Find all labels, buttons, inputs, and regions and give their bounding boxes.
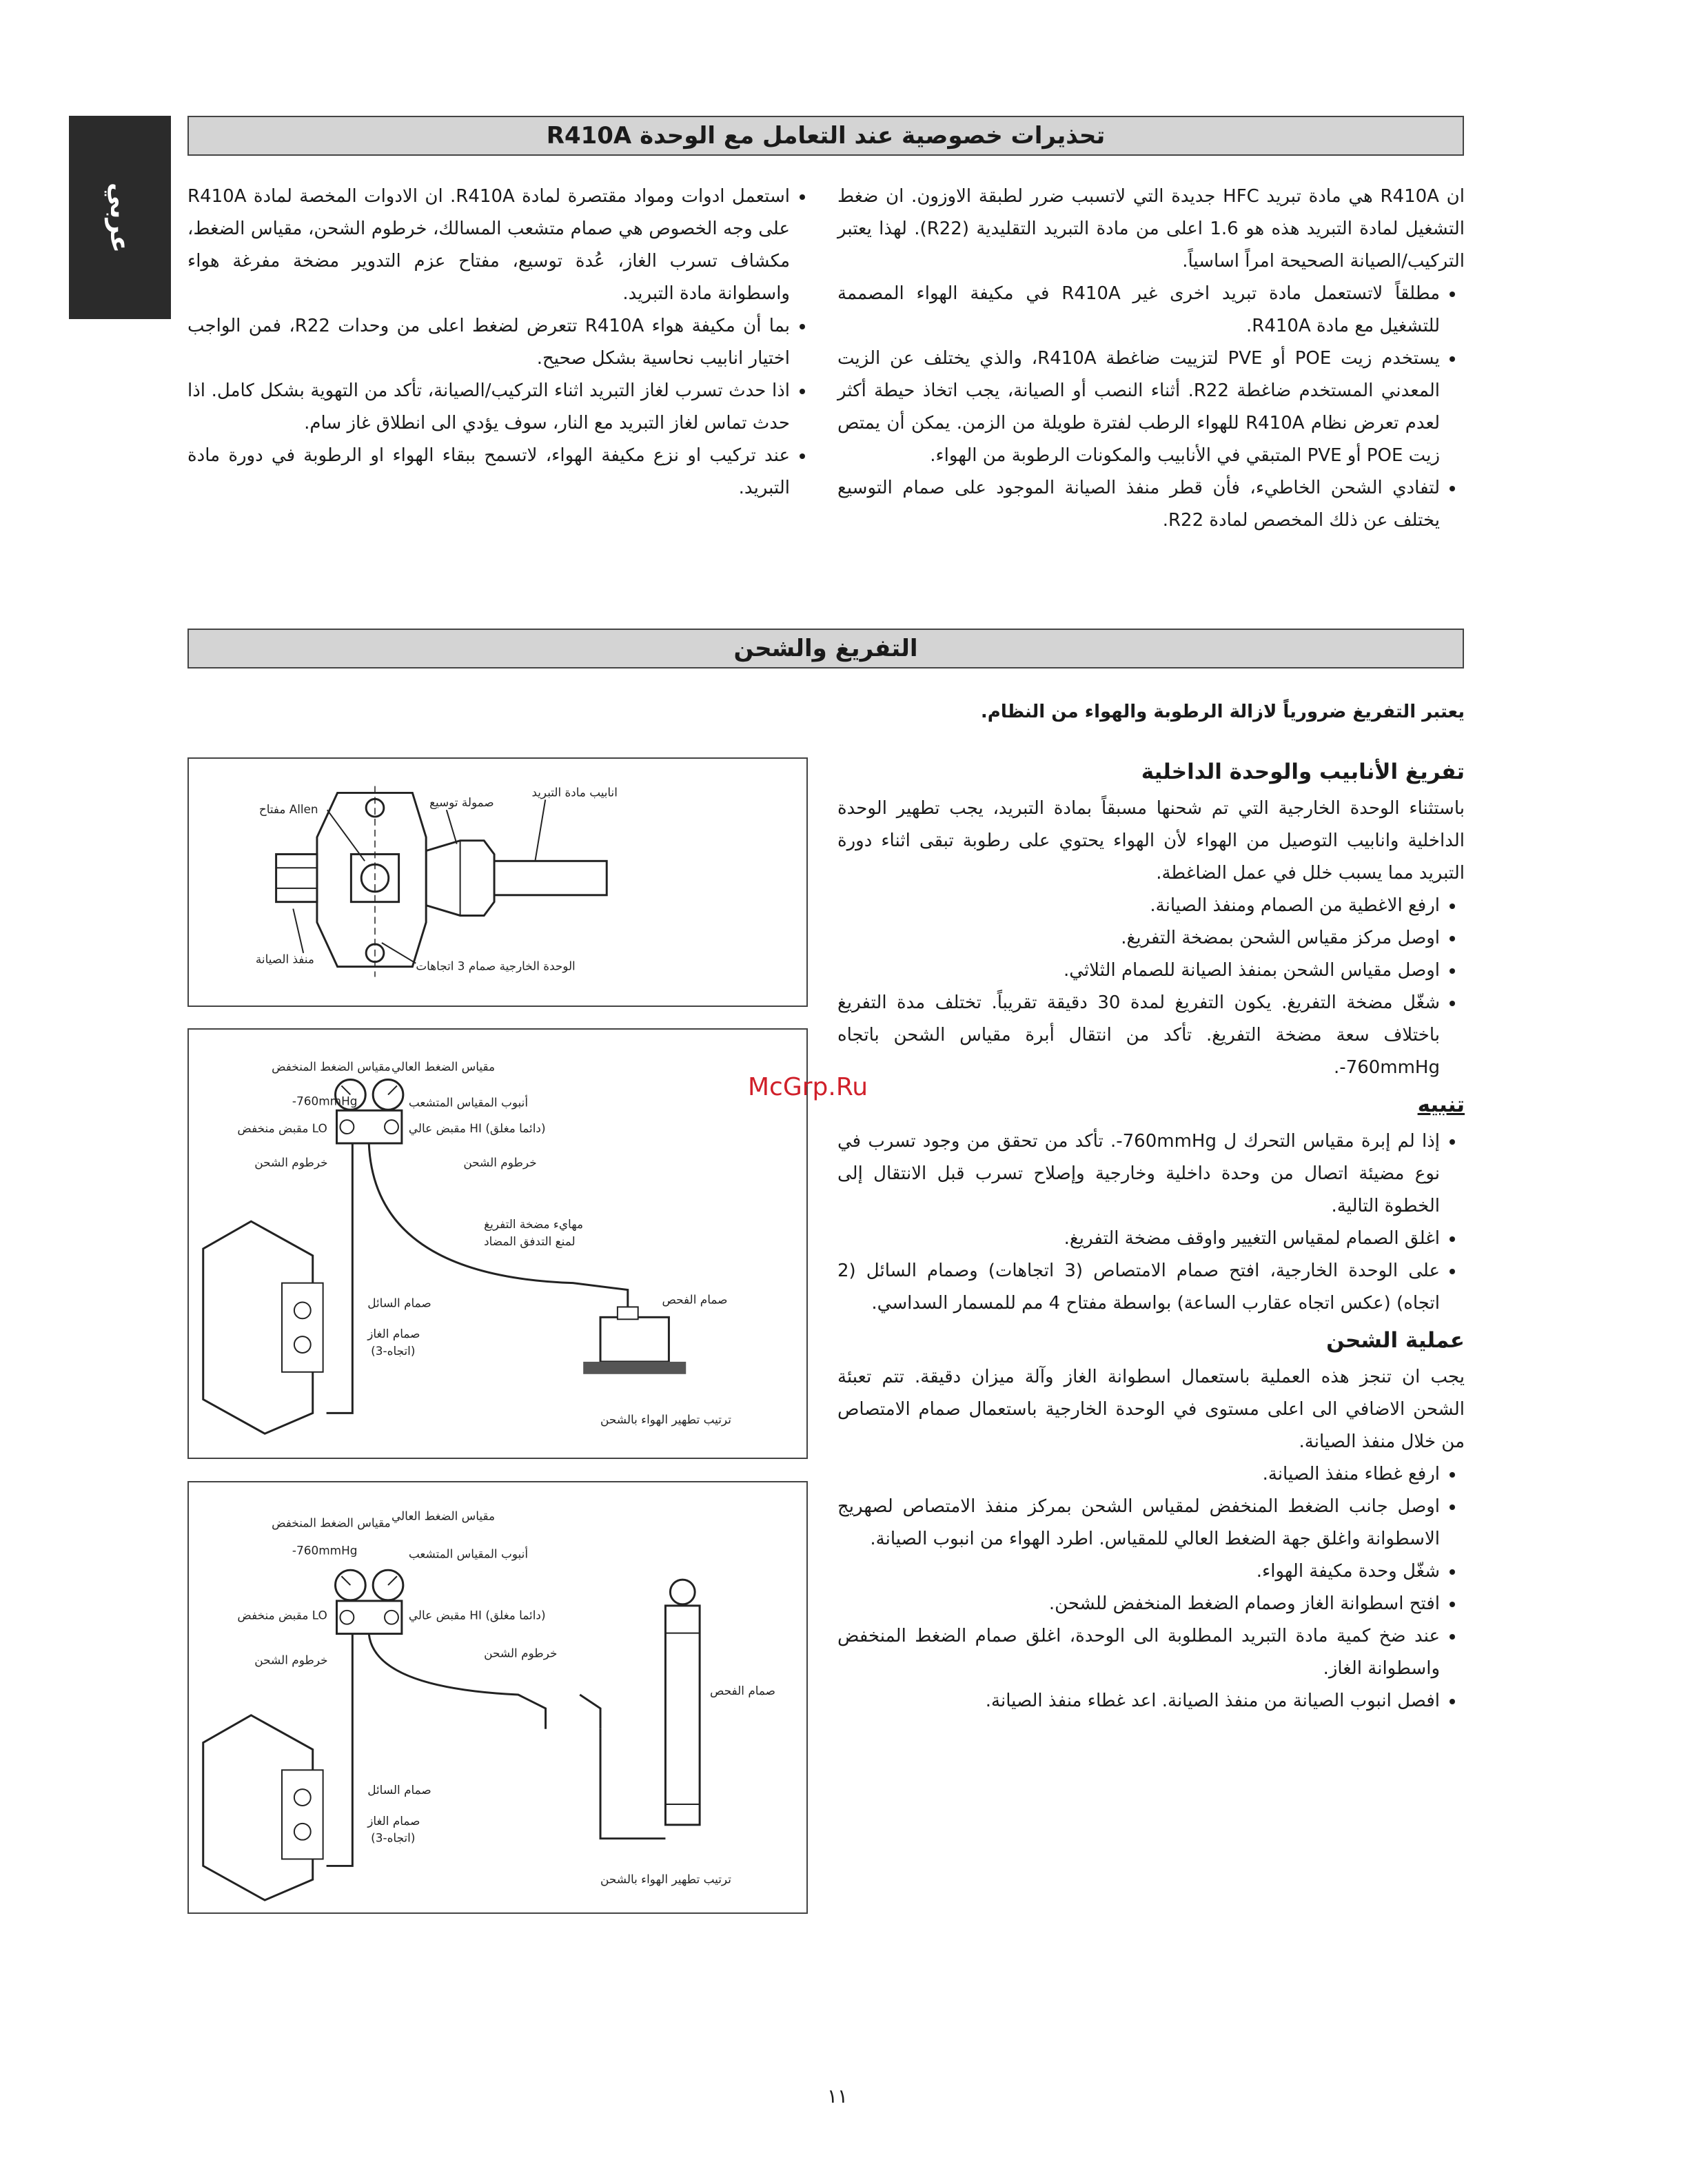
- section-title-evacuation: التفريغ والشحن: [733, 635, 918, 662]
- service-port-cap: [276, 854, 317, 901]
- leader-flare-nut: [447, 810, 457, 844]
- label-high-gauge: مقياس الضغط العالي: [391, 1059, 496, 1074]
- leader-service-port: [293, 909, 303, 953]
- label-gas-valve-direction: (3-اتجاه): [371, 1343, 416, 1358]
- list-item: • شغّل مضخة التفريغ. يكون التفريغ لمدة 30 دقيقة تقريباً. تختلف مدة التفريغ باختلاف سعة مضخة التفريغ. تأكد من انتقال أبرة مقياس الشحن باتجاه 760mmHg-.: [837, 987, 1440, 1084]
- procedure-column: [837, 751, 1465, 1717]
- vacuum-pump: [600, 1317, 669, 1362]
- warnings-right-list: [837, 278, 1465, 537]
- list-item: • عند ضخ كمية مادة التبريد المطلوبة الى الوحدة، اغلق صمام الضغط المنخفض واسطوانة الغاز.: [837, 1620, 1440, 1685]
- label-hose-right: خرطوم الشحن: [463, 1155, 537, 1170]
- list-item: • إذا لم إبرة مقياس التحرك ل 760mmHg-. تأكد من تحقق من وجود تسرب في نوع مضيئة اتصال من وحدة داخلية وخارجية وإصلاح تسرب قبل الانتقال إلى الخطوة التالية.: [837, 1125, 1440, 1223]
- gas-valve-icon: [294, 1336, 311, 1353]
- label-check-valve: صمام الفحص: [710, 1684, 776, 1698]
- label-low-gauge: مقياس الضغط المنخفض: [272, 1515, 391, 1530]
- label-gas-valve: صمام الغاز: [367, 1813, 420, 1828]
- label-three-way-valve: الوحدة الخارجية صمام 3 اتجاهات: [416, 959, 576, 973]
- high-pressure-gauge: [373, 1080, 403, 1110]
- diagram-caption: ترتيب تطهير الهواء بالشحن: [600, 1412, 731, 1427]
- gas-cylinder-diagram-svg: [189, 1482, 806, 1912]
- valve-diagram-svg: [189, 759, 806, 1006]
- warnings-left-column: [187, 181, 815, 504]
- list-item: • اوصل مركز مقياس الشحن بمضخة التفريغ.: [837, 922, 1440, 955]
- label-flare-nut: صمولة توسيع: [429, 795, 494, 810]
- label-liquid-valve: صمام السائل: [367, 1296, 431, 1310]
- list-item: • مطلقاً لاتستعمل مادة تبريد اخرى غير R410A في مكيفة الهواء المصممة للتشغيل مع مادة R410A.: [837, 278, 1440, 343]
- list-item: • ارفع غطاء منفذ الصيانة.: [837, 1458, 1440, 1491]
- section-header-warnings: [187, 116, 1464, 156]
- section-title-warnings: تحذيرات خصوصية عند التعامل مع الوحدة R410A: [546, 122, 1106, 150]
- cylinder-gauge: [670, 1580, 695, 1604]
- language-side-tab: [69, 116, 171, 319]
- label-vacuum-reading: -760mmHg: [292, 1094, 358, 1108]
- liquid-valve-icon: [294, 1302, 311, 1318]
- list-item: • افصل انبوب الصيانة من منفذ الصيانة. اعد غطاء منفذ الصيانة.: [837, 1685, 1440, 1717]
- list-item: • افتح اسطوانة الغاز وصمام الضغط المنخفض للشحن.: [837, 1588, 1440, 1620]
- liquid-valve-icon: [294, 1789, 311, 1806]
- label-allen-key: مفتاح Allen: [258, 802, 318, 817]
- label-gas-valve: صمام الغاز: [367, 1327, 420, 1341]
- list-item: • اذا حدث تسرب لغاز التبريد اثناء التركيب/الصيانة، تأكد من التهوية بشكل كامل. اذا حدث تماس لغاز التبريد مع النار، سوف يؤدي الى انطلاق غاز سام.: [187, 375, 790, 440]
- charging-hose-low: [327, 1634, 353, 1866]
- list-item: • اوصل مقياس الشحن بمنفذ الصيانة للصمام الثلاثي.: [837, 955, 1440, 987]
- valve-diagram: [187, 757, 808, 1007]
- low-pressure-gauge: [336, 1570, 366, 1600]
- list-item: • استعمل ادوات ومواد مقتصرة لمادة R410A. ان الادوات المخصة لمادة R410A على وجه الخصوص هي صمام متشعب المسالك، خرطوم الشحن، مقياس الضغط، مكشاف تسرب الغاز، عُدة توسيع، مفتاح عزم التدوير مضخة مفرغة هواء واسطوانة مادة التبريد.: [187, 181, 790, 310]
- label-refrigerant-pipe: انابيب مادة التبريد: [531, 785, 618, 799]
- gas-cylinder-diagram: [187, 1481, 808, 1914]
- vacuum-pump-diagram: [187, 1028, 808, 1459]
- valve-panel: [282, 1283, 323, 1372]
- label-adapter: مهايء مضخة التفريغ: [484, 1217, 584, 1232]
- charging-list: [837, 1458, 1465, 1717]
- label-hose-right: خرطوم الشحن: [484, 1646, 558, 1660]
- valve-panel: [282, 1770, 323, 1859]
- leader-pipe: [535, 799, 545, 861]
- low-handle-knob: [340, 1120, 354, 1134]
- pipes-list: [837, 890, 1465, 1084]
- label-vacuum-reading: -760mmHg: [292, 1543, 358, 1558]
- list-item: • اوصل جانب الضغط المنخفض لمقياس الشحن بمركز منفذ الامتصاص لصهريج الاسطوانة واغلق جهة الضغط العالي للمقياس. اطرد الهواء من انبوب الصيانة.: [837, 1491, 1440, 1555]
- low-handle-knob: [340, 1611, 354, 1624]
- charging-hose-low: [327, 1143, 353, 1413]
- label-high-handle: مقبض عالي HI (دائما مغلق): [408, 1608, 546, 1622]
- label-low-handle: مقبض منخفض LO: [237, 1608, 327, 1622]
- label-high-gauge: مقياس الضغط العالي: [391, 1509, 496, 1523]
- list-item: • ارفع الاغطية من الصمام ومنفذ الصيانة.: [837, 890, 1440, 922]
- evacuation-intro-text: يعتبر التفريغ ضرورياً لازالة الرطوبة والهواء من النظام.: [980, 702, 1465, 722]
- list-item: • لتفادي الشحن الخاطيء، فأن قطر منفذ الصيانة الموجود على صمام التوسيع يختلف عن ذلك المخصص لمادة R22.: [837, 472, 1440, 537]
- label-liquid-valve: صمام السائل: [367, 1783, 431, 1797]
- refrigerant-pipe: [491, 861, 607, 895]
- list-item: • شغّل وحدة مكيفة الهواء.: [837, 1555, 1440, 1588]
- list-item: • عند تركيب او نزع مكيفة الهواء، لاتسمح ببقاء الهواء او الرطوبة في دورة مادة التبريد.: [187, 440, 790, 504]
- label-low-gauge: مقياس الضغط المنخفض: [272, 1059, 391, 1074]
- note-list: [837, 1125, 1465, 1320]
- label-low-handle: مقبض منخفض LO: [237, 1121, 327, 1136]
- language-label: عربي: [105, 182, 135, 253]
- label-gas-valve-direction: (3-اتجاه): [371, 1830, 416, 1845]
- list-item: • على الوحدة الخارجية، افتح صمام الامتصاص (3 اتجاهات) وصمام السائل (2 اتجاه) (عكس اتجاه عقارب الساعة) بواسطة مفتاح 4 مم للمسمار السداسي.: [837, 1255, 1440, 1320]
- list-item: • يستخدم زيت POE أو PVE لتزييت ضاغطة R410A، والذي يختلف عن الزيت المعدني المستخدم ضاغطة R22. أثناء النصب أو الصيانة، يجب اتخاذ حيطة أكثر لعدم تعرض نظام R410A للهواء الرطب لفترة طويلة من الزمن. يمكن أن يمتص زيت POE أو PVE المتبقي في الأنابيب والمكونات الرطوبة من الهواء.: [837, 343, 1440, 472]
- cylinder-feed-hose: [600, 1729, 665, 1839]
- list-item: • اغلق الصمام لمقياس التغيير واوقف مضخة التفريغ.: [837, 1223, 1440, 1255]
- pipes-title: تفريغ الأنابيب والوحدة الداخلية: [1141, 759, 1465, 784]
- warnings-right-column: [837, 181, 1465, 537]
- warnings-intro: ان R410A هي مادة تبريد HFC جديدة التي لاتسبب ضرر لطبقة الاوزون. ان ضغط التشغيل لمادة التبريد هذه هو 1.6 اعلى من مادة التبريد التقليدية (R22). لهذا يعتبر التركيب/الصيانة الصحيحة امراً اساسياً.: [837, 186, 1465, 272]
- warnings-left-list: [187, 181, 815, 504]
- label-high-handle: مقبض عالي HI (دائما مغلق): [408, 1121, 546, 1136]
- note-title: تنبيه: [1417, 1092, 1465, 1117]
- pump-base: [583, 1362, 686, 1374]
- gas-cylinder: [665, 1606, 700, 1825]
- high-pressure-gauge: [373, 1570, 403, 1600]
- list-item: • بما أن مكيفة هواء R410A تتعرض لضغط اعلى من وحدات R22، فمن الواجب اختيار انابيب نحاسية بشكل صحيح.: [187, 310, 790, 375]
- watermark: McGrp.Ru: [748, 1073, 868, 1101]
- charging-title: عملية الشحن: [1326, 1328, 1465, 1353]
- diagram-caption: ترتيب تطهير الهواء بالشحن: [600, 1872, 731, 1886]
- label-hose-left: خرطوم الشحن: [254, 1155, 328, 1170]
- label-manifold: أنبوب المقياس المتشعب: [408, 1095, 529, 1110]
- charging-text: يجب ان تنجز هذه العملية باستعمال اسطوانة الغاز وآلة ميزان دقيقة. تتم تعبئة الشحن الاضافي الى اعلى مستوى في الوحدة الخارجية باستعمال صمام الامتصاص من خلال منفذ الصيانة.: [837, 1367, 1465, 1452]
- page-number: ١١: [826, 2085, 848, 2108]
- evacuation-intro: [837, 696, 1465, 728]
- label-check-valve: صمام الفحص: [662, 1292, 728, 1307]
- vacuum-pump-diagram-svg: [189, 1030, 806, 1458]
- gas-valve-icon: [294, 1824, 311, 1840]
- label-manifold: أنبوب المقياس المتشعب: [408, 1547, 529, 1561]
- high-handle-knob: [385, 1611, 398, 1624]
- pump-top: [618, 1307, 638, 1319]
- cylinder-hose: [580, 1695, 600, 1729]
- label-adapter-note: لمنع التدفق المضاد: [484, 1234, 576, 1248]
- section-header-evacuation: [187, 629, 1464, 669]
- label-service-port: منفذ الصيانة: [255, 952, 314, 966]
- pipes-text: باستثناء الوحدة الخارجية التي تم شحنها مسبقاً بمادة التبريد، يجب تطهير الوحدة الداخلية وانابيب التوصيل من الهواء لأن الهواء يحتوي على رطوبة تبقى اثناء دورة التبريد مما يسبب خلل في عمل الضاغطة.: [837, 798, 1465, 884]
- high-handle-knob: [385, 1120, 398, 1134]
- label-hose-left: خرطوم الشحن: [254, 1653, 328, 1667]
